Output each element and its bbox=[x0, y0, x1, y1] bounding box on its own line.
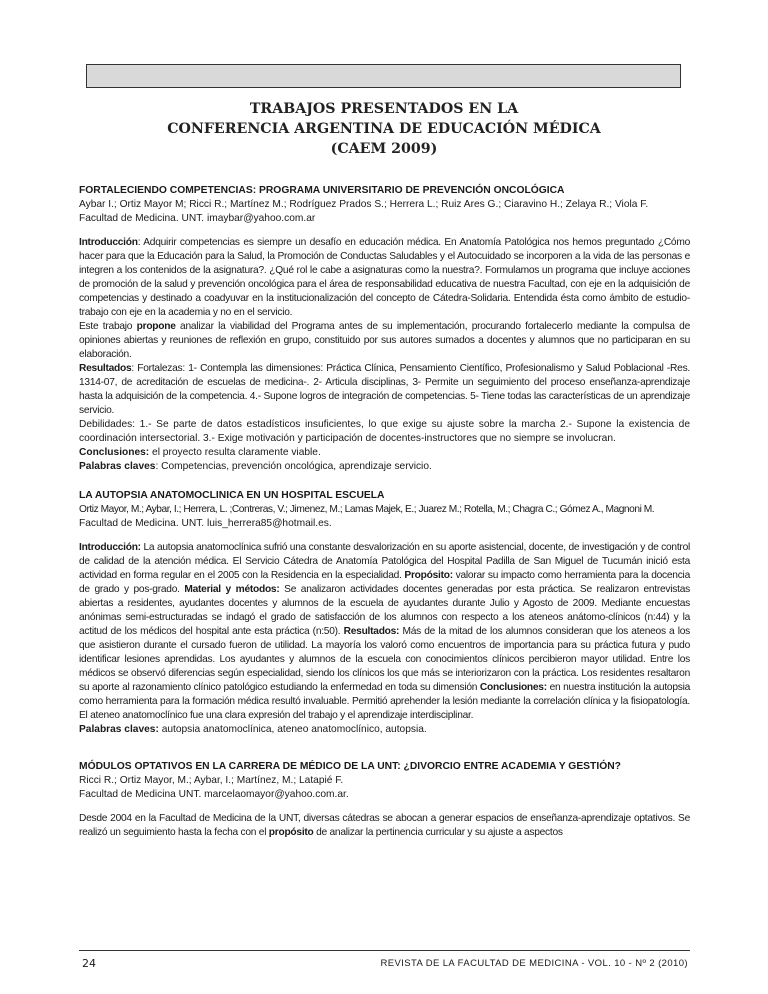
article-title: FORTALECIENDO COMPETENCIAS: PROGRAMA UNIVERSITARIO DE PREVENCIÓN ONCOLÓGICA bbox=[79, 185, 565, 196]
page-title-line-3: (CAEM 2009) bbox=[330, 141, 438, 157]
results-text: : Fortalezas: 1- Contempla las dimensiones: Práctica Clínica, Pensamiento Científico, Profesionalismo y Salud Poblacional -Res. 1314-07, de acreditación de escuelas de medicina-. 2- Articula disciplinas, 3- Permite un seguimiento del proceso enseñanza-aprendizaje hasta la adquisición de la competencia. 4.- Supone logros de integración de competencias. 5- Tiene todas las características de un aprendizaje servicio. bbox=[79, 363, 690, 416]
results-text: Más de la mitad de los alumnos consideran que los ateneos a los que asistieron durante el cursado fueron de utilidad. La mayoría los valoró como encuentros de importancia para su práctica futura y pudo identificar lesiones aprendidas. Los ayudantes y alumnos de la escuela con conocimientos clínicos percibieron mayor utilidad. Entre los médicos se observó diferencias según especialidad, siendo los clínicos los que más se interiorizaron con la práctica. Los residentes resaltaron su aporte al razonamiento clínico patológico estudiando la enfermedad en toda su dimensión bbox=[79, 626, 691, 693]
article-2 bbox=[79, 489, 690, 737]
intro-text-continued: de analizar la pertinencia curricular y su ajuste a aspectos bbox=[313, 827, 563, 838]
propone-text: analizar la viabilidad del Programa antes de su implementación, procurando fortalecerlo mediante la compulsa de opiniones abiertas y reuniones de reflexión en grupo, constituido por sus autores sumados a docentes y alumnos que no participaran en su elaboración. bbox=[79, 321, 690, 360]
article-keywords bbox=[79, 460, 690, 474]
article-keywords bbox=[79, 723, 690, 737]
article-authors: Ricci R.; Ortiz Mayor, M.; Aybar, I.; Martínez, M.; Latapié F. bbox=[79, 775, 344, 786]
page-number: 24 bbox=[82, 957, 96, 970]
results-label: Resultados: bbox=[343, 626, 400, 637]
conclusions-label: Conclusiones: bbox=[479, 682, 547, 693]
page-title bbox=[80, 99, 688, 159]
article-authors: Ortiz Mayor, M.; Aybar, I.; Herrera, L. ;Contreras, V.; Jimenez, M.; Lamas Majek, E.; Juarez M.; Rotella, M.; Chagra C.; Gómez A., Magnoni M. bbox=[79, 504, 655, 515]
article-propone bbox=[79, 320, 690, 362]
article-body bbox=[79, 812, 690, 840]
keywords-text: : Competencias, prevención oncológica, aprendizaje servicio. bbox=[155, 461, 432, 472]
keywords-label: Palabras claves bbox=[79, 461, 156, 472]
purpose-text: valorar su impacto como herramienta para la docencia de grado y pos-grado. bbox=[79, 570, 690, 595]
page-title-line-1: TRABAJOS PRESENTADOS EN LA bbox=[249, 101, 519, 117]
page-title-line-2: CONFERENCIA ARGENTINA DE EDUCACIÓN MÉDICA bbox=[167, 121, 601, 137]
intro-label: Introducción: bbox=[79, 542, 141, 553]
article-title: LA AUTOPSIA ANATOMOCLINICA EN UN HOSPITAL ESCUELA bbox=[79, 490, 385, 501]
article-title: MÓDULOS OPTATIVOS EN LA CARRERA DE MÉDICO DE LA UNT: ¿DIVORCIO ENTRE ACADEMIA Y GESTIÓN? bbox=[79, 761, 621, 772]
article-results bbox=[79, 362, 690, 418]
propone-label: propone bbox=[136, 321, 176, 332]
header-band bbox=[86, 64, 681, 88]
keywords-label: Palabras claves: bbox=[79, 724, 159, 735]
methods-text: Se analizaron actividades docentes generadas por esta práctica. Se realizaron entrevistas abiertas a residentes, ayudantes docentes y alumnos de la escuela de ayudantes durante Julio y Agosto de 2009. Mediante encuestas anónimas semi-estructuradas se indagó el grado de satisfacción de los alumnos con respecto a los ateneos anátomo-clínicos (n:44) y la actitud de los médicos del hospital ante esta práctica (n:50). bbox=[79, 584, 690, 637]
methods-label: Material y métodos: bbox=[184, 584, 280, 595]
purpose-label: propósito bbox=[268, 827, 314, 838]
intro-text: La autopsia anatomoclínica sufrió una constante desvalorización en su aporte asistencial, docente, de investigación y de control de calidad de la atención médica. El Servicio Cátedra de Anatomía Patológica del Hospital Padilla de San Miguel de Tucumán inició esta actividad en forma regular en el 2005 con la Residencia en la especialidad. bbox=[79, 542, 690, 581]
article-weaknesses: Debilidades: 1.- Se parte de datos estadísticos insuficientes, lo que exige su ajuste sobre la marcha 2.- Supone la existencia de coordinación intersectorial. 3.- Exige motivación y participación de docentes-instructores que no siempre se involucran. bbox=[79, 419, 690, 444]
article-body bbox=[79, 541, 690, 723]
article-affiliation: Facultad de Medicina UNT. marcelaomayor@yahoo.com.ar. bbox=[79, 789, 349, 800]
results-label: Resultados bbox=[79, 363, 132, 374]
article-1 bbox=[79, 184, 690, 474]
conclusions-label: Conclusiones: bbox=[79, 447, 150, 458]
intro-text: Desde 2004 en la Facultad de Medicina de la UNT, diversas cátedras se abocan a generar espacios de enseñanza-aprendizaje optativos. Se realizó un seguimiento hasta la fecha con el bbox=[79, 813, 690, 838]
conclusions-text: en nuestra institución la autopsia como herramienta para la formación médica resultó invaluable. Permitió aprehender la lesión mediante la correlación clínica y la fisiopatología. El ateneo anatomoclínico fue una clara expresión del trabajo y el aprendizaje interdisciplinar. bbox=[79, 682, 691, 721]
article-affiliation: Facultad de Medicina. UNT. imaybar@yahoo.com.ar bbox=[79, 213, 316, 224]
footer-rule bbox=[79, 950, 690, 951]
intro-label: Introducción bbox=[79, 237, 138, 248]
article-conclusions bbox=[79, 446, 690, 460]
journal-footer: REVISTA DE LA FACULTAD DE MEDICINA - VOL. 10 - Nº 2 (2010) bbox=[380, 958, 688, 969]
propone-pre: Este trabajo bbox=[79, 321, 137, 332]
keywords-text: autopsia anatomoclínica, ateneo anatomoclínico, autopsia. bbox=[158, 724, 427, 735]
article-introduction bbox=[79, 236, 690, 320]
purpose-label: Propósito: bbox=[404, 570, 453, 581]
article-affiliation: Facultad de Medicina. UNT. luis_herrera85@hotmail.es. bbox=[79, 518, 332, 529]
intro-text: : Adquirir competencias es siempre un desafío en educación médica. En Anatomía Patológica nos hemos preguntado ¿Cómo hacer para que la Educación para la Salud, la Promoción de Conductas Saludables y el Autocuidado se incorporen a la vida de las personas e integren a los contenidos de la asignatura?. ¿Qué rol le cabe a asignaturas como la nuestra?. Formulamos un programa que incluye acciones de promoción de la salud y prevención oncológica para el área de responsabilidad educativa de nuestra Facultad, con eje en la adquisición de competencias y destinado a coadyuvar en la institucionalización del concepto de Cátedra-Solidaria. Entendida ésta como ámbito de estudio-trabajo con eje en la academia y no en el servicio. bbox=[79, 237, 690, 318]
article-3 bbox=[79, 760, 690, 840]
conclusions-text: el proyecto resulta claramente viable. bbox=[149, 447, 321, 458]
article-authors: Aybar I.; Ortiz Mayor M; Ricci R.; Martínez M.; Rodríguez Prados S.; Herrera L.; Ruiz Ares G.; Ciaravino H.; Zelaya R.; Viola F. bbox=[79, 199, 649, 210]
article-content bbox=[79, 184, 690, 840]
